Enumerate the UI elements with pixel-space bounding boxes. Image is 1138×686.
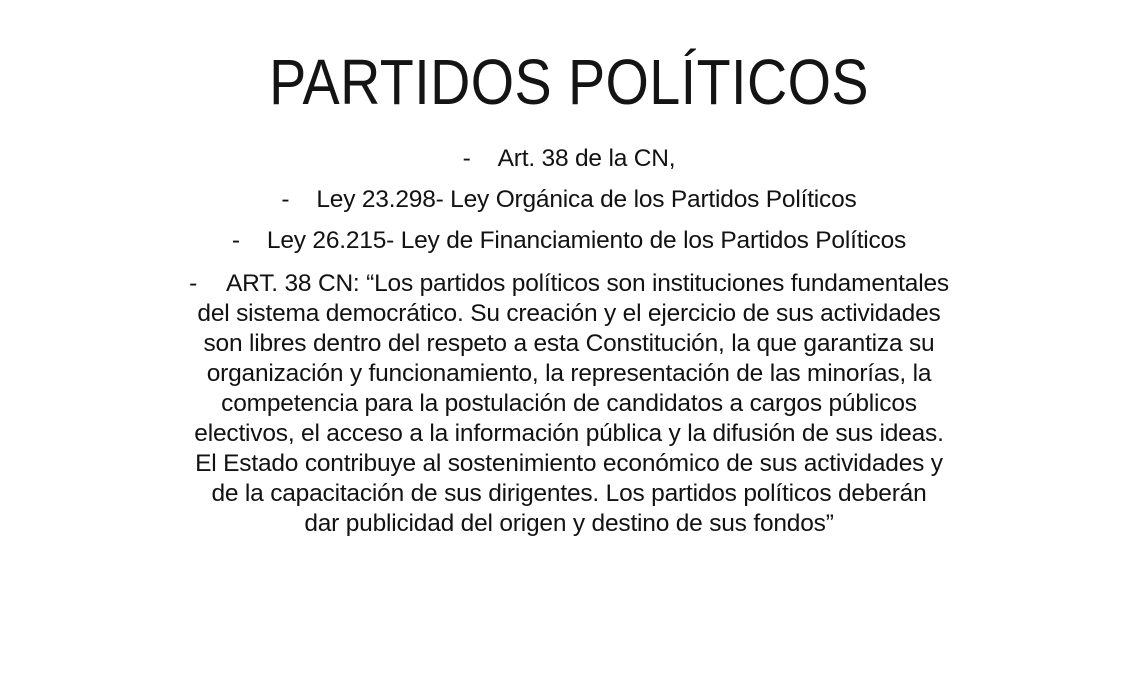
bullet-text: Ley 23.298- Ley Orgánica de los Partidos Políticos [316,185,857,213]
bullet-item [0,226,1138,256]
paragraph-line: El Estado contribuye al sostenimiento económico de sus actividades y [195,449,943,477]
bullet-dash: - [281,185,290,213]
paragraph-line: son libres dentro del respeto a esta Constitución, la que garantiza su [203,329,935,357]
art38-paragraph [0,269,1138,539]
paragraph-line [0,269,1138,299]
bullet-dash: - [231,226,240,254]
paragraph-line: de la capacitación de sus dirigentes. Los partidos políticos deberán [211,479,927,507]
paragraph-line: competencia para la postulación de candidatos a cargos públicos [221,389,917,417]
paragraph-line: dar publicidad del origen y destino de sus fondos” [304,509,834,537]
bullet-item [0,185,1138,215]
intro-bullet-list [0,144,1138,256]
paragraph-line: del sistema democrático. Su creación y el ejercicio de sus actividades [197,299,941,327]
bullet-text: Art. 38 de la CN, [497,144,676,172]
paragraph-line: electivos, el acceso a la información pública y la difusión de sus ideas. [194,419,944,447]
bullet-item [0,144,1138,174]
bullet-dash: - [462,144,471,172]
paragraph-line: organización y funcionamiento, la representación de las minorías, la [206,359,932,387]
slide [0,46,1138,686]
slide-title: PARTIDOS POLÍTICOS [269,46,869,118]
bullet-text: Ley 26.215- Ley de Financiamiento de los Partidos Políticos [266,226,907,254]
bullet-dash: - [189,269,198,297]
paragraph-text: ART. 38 CN: “Los partidos políticos son instituciones fundamentales [226,269,949,297]
